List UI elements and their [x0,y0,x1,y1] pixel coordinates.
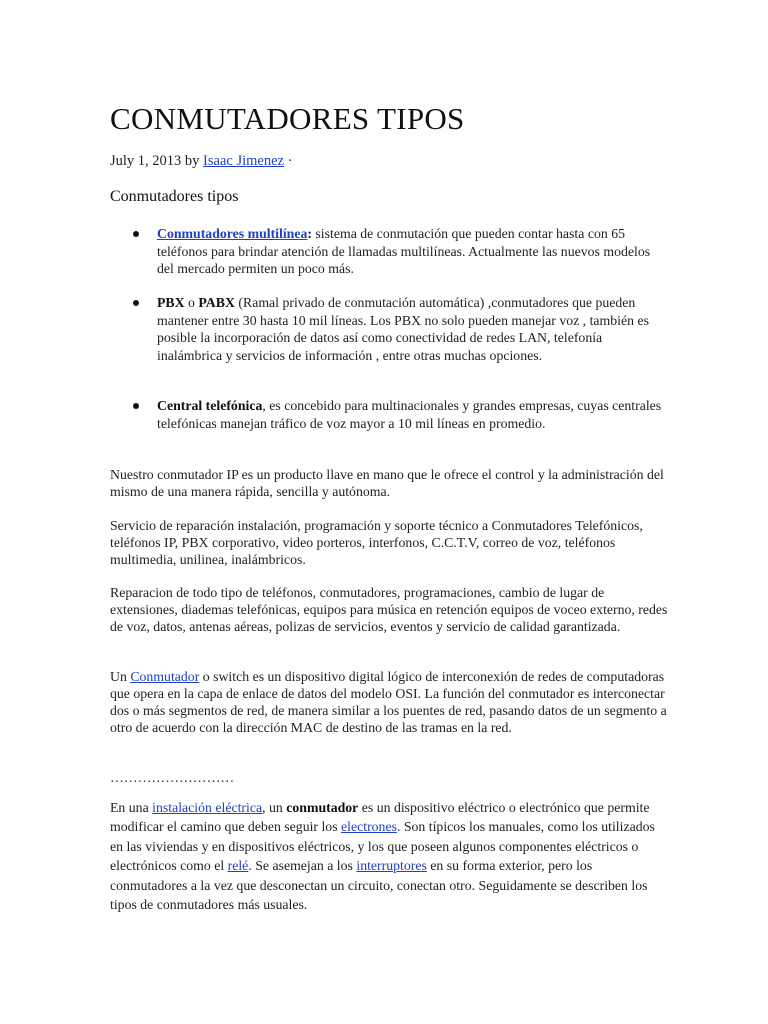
article-title: CONMUTADORES TIPOS [110,101,465,136]
link-electrones[interactable]: electrones [341,819,397,835]
text-segment: . Son típicos los manuales, como los utilizados en las viviendas y en dispositivos eléctricos, y los que poseen algunos componentes eléctricos o electrónicos como el [110,819,655,874]
text-segment: es un dispositivo eléctrico o electrónico que permite modificar el camino que deben seguir los [110,800,650,835]
list-item [110,225,670,278]
bullet-icon [133,231,139,237]
list-item-body: , es concebido para multinacionales y grandes empresas, cuyas centrales telefónicas manejan tráfico de voz mayor a 10 mil líneas en promedio. [157,398,662,431]
paragraph-instalacion [110,798,670,914]
bullet-icon [133,403,139,409]
paragraph-reparacion: Reparacion de todo tipo de teléfonos, conmutadores, programaciones, cambio de lugar de extensiones, diademas telefónicas, equipos para música en retención equipos de voceo externo, redes de voz, datos, antenas aéreas, polizas de servicios, eventos y servicio de calidad garantizada. [110,585,668,634]
bullet-icon [133,300,139,306]
list-item-connector: o [184,295,199,310]
byline-separator: · [283,153,293,169]
list-item-colon: : [307,226,312,241]
term-central-telefonica: Central telefónica [157,398,263,413]
list-item-body: sistema de conmutación que pueden contar hasta con 65 teléfonos para brindar atención de llamadas multilíneas. Actualmente las nuevos modelos del mercado permiten un poco más. [157,226,651,276]
term-conmutador: conmutador [286,800,359,815]
byline-by: by [181,153,204,169]
term-pbx: PBX [157,295,185,310]
author-link[interactable]: Isaac Jimenez [203,153,284,169]
link-rele[interactable]: relé [227,858,249,874]
text-segment: . Se asemejan a los [248,858,357,874]
section-heading: Conmutadores tipos [110,188,239,205]
list-item-text [157,294,670,364]
ellipsis-separator: ……………………… [110,770,235,785]
text-segment: , un [262,800,287,815]
list-item-text [157,397,670,432]
paragraph-ip-conmutador: Nuestro conmutador IP es un producto llave en mano que le ofrece el control y la administración del mismo de una manera rápida, sencilla y autónoma. [110,467,664,499]
link-conmutador[interactable]: Conmutador [130,669,200,684]
paragraph-switch-pre: Un [110,669,131,684]
text-segment: En una [110,800,153,815]
link-interruptores[interactable]: interruptores [356,858,427,874]
paragraph-switch-body: o switch es un dispositivo digital lógico de interconexión de redes de computadoras que opera en la capa de enlace de datos del modelo OSI. La función del conmutador es interconectar dos o más segmentos de red, de manera similar a los puentes de red, pasando datos de un segmento a otro de acuerdo con la dirección MAC de destino de las tramas en la red. [110,669,667,735]
list-item [110,294,670,364]
link-conmutadores-multilinea[interactable]: Conmutadores multilínea [157,226,308,241]
list-item [110,397,670,432]
term-pabx: PABX [198,295,235,310]
paragraph-servicio: Servicio de reparación instalación, programación y soporte técnico a Conmutadores Telefónicos, teléfonos IP, PBX corporativo, video porteros, interfonos, C.C.T.V, correo de voz, teléfonos multimedia, unilinea, inalámbricos. [110,518,643,567]
list-item-text [157,225,670,278]
list-item-body: (Ramal privado de conmutación automática) ,conmutadores que pueden mantener entre 30 hasta 10 mil líneas. Los PBX no solo pueden manejar voz , también es posible la incorporación de datos así como conectividad de redes LAN, telefonía inalámbrica y servicios de información , entre otras muchas opciones. [157,295,649,363]
link-instalacion-electrica[interactable]: instalación eléctrica [152,800,263,815]
post-date: July 1, 2013 [110,153,182,169]
paragraph-switch [110,668,670,736]
text-segment: en su forma exterior, pero los conmutadores a la vez que desconectan un circuito, conectan otro. Seguidamente se describen los tipos de conmutadores más usuales. [110,858,648,913]
byline [110,153,292,170]
